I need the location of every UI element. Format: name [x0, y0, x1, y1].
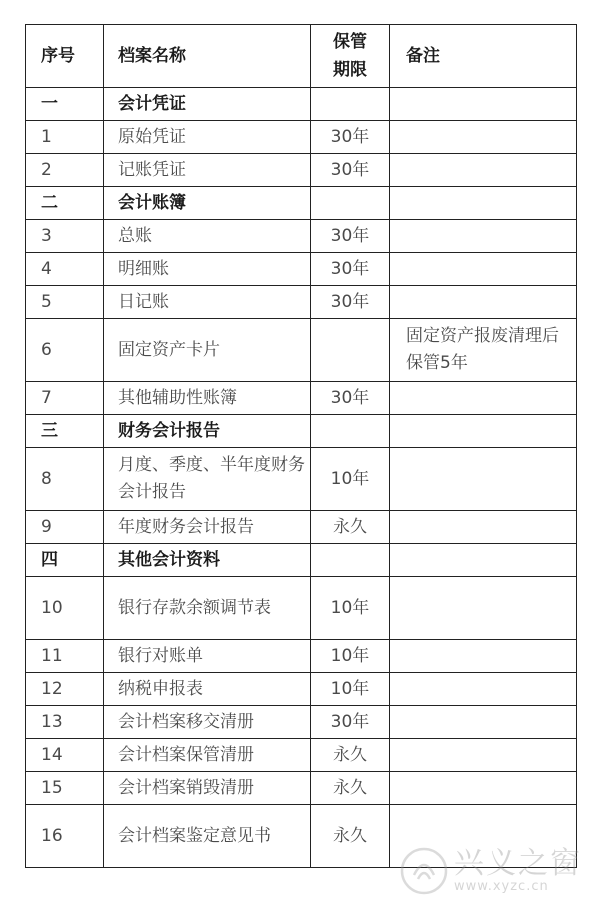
row-period: 永久	[311, 511, 390, 544]
row-index: 四	[26, 544, 104, 577]
row-index: 一	[26, 88, 104, 121]
row-remark	[390, 382, 577, 415]
row-index: 15	[26, 772, 104, 805]
row-name: 总账	[104, 220, 311, 253]
site-logo-icon	[398, 845, 450, 897]
table-row	[26, 121, 577, 154]
row-index: 7	[26, 382, 104, 415]
table-row	[26, 319, 577, 382]
row-index: 10	[26, 577, 104, 640]
row-remark	[390, 577, 577, 640]
row-index: 5	[26, 286, 104, 319]
table-row	[26, 511, 577, 544]
row-name: 纳税申报表	[104, 673, 311, 706]
row-remark	[390, 253, 577, 286]
row-period: 永久	[311, 805, 390, 868]
row-remark	[390, 121, 577, 154]
row-period	[311, 544, 390, 577]
row-index: 8	[26, 448, 104, 511]
row-name: 会计凭证	[104, 88, 311, 121]
row-name: 日记账	[104, 286, 311, 319]
row-index: 12	[26, 673, 104, 706]
row-period: 10年	[311, 577, 390, 640]
row-remark	[390, 154, 577, 187]
row-period: 10年	[311, 448, 390, 511]
table-row-section	[26, 88, 577, 121]
row-remark	[390, 448, 577, 511]
row-period	[311, 88, 390, 121]
table-row	[26, 577, 577, 640]
row-remark: 固定资产报废清理后保管5年	[390, 319, 577, 382]
row-index: 4	[26, 253, 104, 286]
table-row	[26, 286, 577, 319]
header-index: 序号	[26, 25, 104, 88]
row-period	[311, 415, 390, 448]
row-remark	[390, 772, 577, 805]
archive-retention-table	[25, 24, 577, 868]
row-name: 银行存款余额调节表	[104, 577, 311, 640]
header-remark: 备注	[390, 25, 577, 88]
row-name: 会计档案移交清册	[104, 706, 311, 739]
row-remark	[390, 544, 577, 577]
row-remark	[390, 88, 577, 121]
row-remark	[390, 187, 577, 220]
watermark-text-cn: 兴义之窗	[454, 846, 582, 881]
row-name: 其他辅助性账簿	[104, 382, 311, 415]
row-remark	[390, 415, 577, 448]
row-index: 1	[26, 121, 104, 154]
table-row	[26, 640, 577, 673]
row-remark	[390, 640, 577, 673]
row-period: 10年	[311, 673, 390, 706]
row-remark	[390, 511, 577, 544]
watermark	[398, 845, 582, 897]
row-index: 三	[26, 415, 104, 448]
row-remark	[390, 286, 577, 319]
row-period: 30年	[311, 253, 390, 286]
row-name: 会计档案保管清册	[104, 739, 311, 772]
table-row	[26, 772, 577, 805]
row-name: 财务会计报告	[104, 415, 311, 448]
table-row	[26, 154, 577, 187]
table-row	[26, 739, 577, 772]
table-row	[26, 253, 577, 286]
row-name: 会计档案销毁清册	[104, 772, 311, 805]
row-index: 6	[26, 319, 104, 382]
table-row	[26, 448, 577, 511]
row-period: 30年	[311, 154, 390, 187]
row-index: 13	[26, 706, 104, 739]
row-index: 2	[26, 154, 104, 187]
row-name: 固定资产卡片	[104, 319, 311, 382]
table-row	[26, 706, 577, 739]
row-remark	[390, 739, 577, 772]
table-header-row	[26, 25, 577, 88]
row-name: 原始凭证	[104, 121, 311, 154]
header-name: 档案名称	[104, 25, 311, 88]
row-name: 会计账簿	[104, 187, 311, 220]
row-remark	[390, 673, 577, 706]
row-index: 16	[26, 805, 104, 868]
table-row	[26, 382, 577, 415]
row-index: 11	[26, 640, 104, 673]
row-index: 14	[26, 739, 104, 772]
row-period: 永久	[311, 739, 390, 772]
row-name: 明细账	[104, 253, 311, 286]
row-index: 二	[26, 187, 104, 220]
row-period: 30年	[311, 220, 390, 253]
row-period	[311, 319, 390, 382]
row-name: 年度财务会计报告	[104, 511, 311, 544]
row-name: 记账凭证	[104, 154, 311, 187]
row-name: 其他会计资料	[104, 544, 311, 577]
row-remark	[390, 220, 577, 253]
header-period-line2: 期限	[333, 60, 367, 80]
table-row-section	[26, 187, 577, 220]
row-period	[311, 187, 390, 220]
table-row-section	[26, 544, 577, 577]
watermark-text-en: www.xyzc.cn	[454, 879, 549, 894]
row-period: 30年	[311, 706, 390, 739]
table-row	[26, 220, 577, 253]
row-name: 银行对账单	[104, 640, 311, 673]
row-name: 月度、季度、半年度财务会计报告	[104, 448, 311, 511]
row-period: 30年	[311, 382, 390, 415]
row-index: 9	[26, 511, 104, 544]
table-row-section	[26, 415, 577, 448]
row-period: 30年	[311, 286, 390, 319]
row-period: 10年	[311, 640, 390, 673]
table-row	[26, 673, 577, 706]
header-period-line1: 保管	[333, 32, 367, 52]
row-period: 30年	[311, 121, 390, 154]
row-name: 会计档案鉴定意见书	[104, 805, 311, 868]
row-index: 3	[26, 220, 104, 253]
header-period	[311, 25, 390, 88]
row-period: 永久	[311, 772, 390, 805]
row-remark	[390, 706, 577, 739]
